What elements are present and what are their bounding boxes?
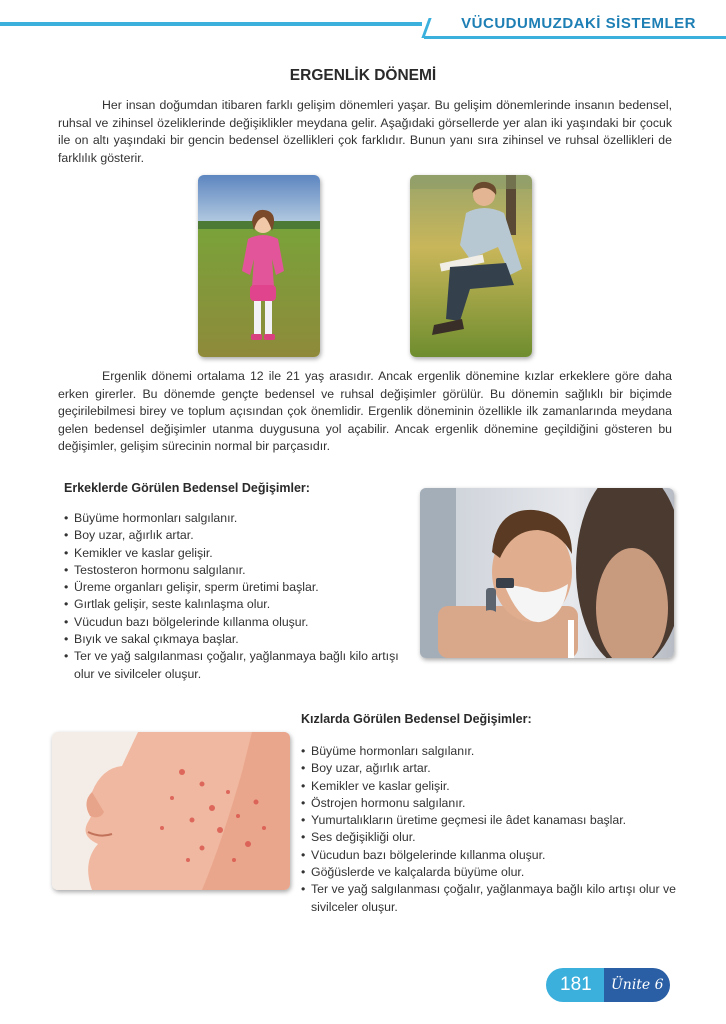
list-item: • Kemikler ve kaslar gelişir. [64,545,420,562]
teen-boy-photo-illustration [410,175,532,357]
boys-changes-list [64,510,420,683]
intro-paragraph: Her insan doğumdan itibaren farklı gelişim dönemleri yaşar. Bu gelişim dönemlerinde insanın bedensel, ruhsal ve zihinsel özeliklerinde değişiklikler meydana gelir. Aşağıdaki görsellerde yer alan iki yaşındaki bir çocuk ile on altı yaşındaki bir gencin bedensel özellikleri çok farklıdır. Bunun yanı sıra zihinsel ve ruhsal özellikleri de farklılık gösterir. [58,98,672,165]
list-item: • Gırtlak gelişir, seste kalınlaşma olur. [64,596,420,613]
list-item: • Bıyık ve sakal çıkmaya başlar. [64,631,420,648]
acne-face-photo-illustration [52,732,290,890]
shaving-photo-illustration [420,488,674,658]
list-item: • Vücudun bazı bölgelerinde kıllanma oluşur. [301,847,681,864]
list-item: • Ses değişikliği olur. [301,829,681,846]
shaving-photo [420,488,674,658]
list-item: • Östrojen hormonu salgılanır. [301,795,681,812]
list-item: • Yumurtalıkların üretime geçmesi ile âdet kanaması başlar. [301,812,681,829]
list-item: • Vücudun bazı bölgelerinde kıllanma oluşur. [64,614,420,631]
header-rule-slant [410,18,431,38]
girls-changes-list [301,743,681,916]
header-rule-left [0,22,422,26]
list-item: • Ter ve yağ salgılanması çoğalır, yağlanmaya bağlı kilo artışı olur ve sivilceler oluşur. [64,648,420,683]
list-item: • Ter ve yağ salgılanması çoğalır, yağlanmaya bağlı kilo artışı olur ve sivilceler oluşur. [301,881,681,916]
unit-label: Ünite 6 [611,977,664,993]
page-title: ERGENLİK DÖNEMİ [289,67,437,84]
teen-boy-photo [410,175,532,357]
list-item: • Göğüslerde ve kalçalarda büyüme olur. [301,864,681,881]
list-item: • Üreme organları gelişir, sperm üretimi başlar. [64,579,420,596]
header-title: VÜCUDUMUZDAKİ SİSTEMLER [461,15,696,32]
boys-changes-heading: Erkeklerde Görülen Bedensel Değişimler: [64,481,310,495]
list-item: • Kemikler ve kaslar gelişir. [301,778,681,795]
girl-photo [198,175,320,357]
girl-photo-illustration [198,175,320,357]
list-item: • Büyüme hormonları salgılanır. [64,510,420,527]
page-number: 181 [560,974,592,995]
list-item: • Boy uzar, ağırlık artar. [301,760,681,777]
girls-changes-heading: Kızlarda Görülen Bedensel Değişimler: [301,712,532,726]
header-rule-right [424,36,726,39]
list-item: • Boy uzar, ağırlık artar. [64,527,420,544]
adolescence-paragraph: Ergenlik dönemi ortalama 12 ile 21 yaş arasıdır. Ancak ergenlik dönemine kızlar erkeklere göre daha erken girerler. Bu dönemde gençte bedensel ve ruhsal değişimler görülür. Bu dönemin sağlıklı bir biçimde geçirilebilmesi birey ve toplum açısından çok önemlidir. Ergenlik döneminin özellikle ilk zamanlarında meydana gelen bedensel değişimler utanma duygusuna yol açabilir. Ancak ergenlik dönemine geçildiğini gösteren bu değişimler, gelişim sürecinin normal bir parçasıdır. [58,369,672,453]
list-item: • Büyüme hormonları salgılanır. [301,743,681,760]
acne-face-photo [52,732,290,890]
list-item: • Testosteron hormonu salgılanır. [64,562,420,579]
